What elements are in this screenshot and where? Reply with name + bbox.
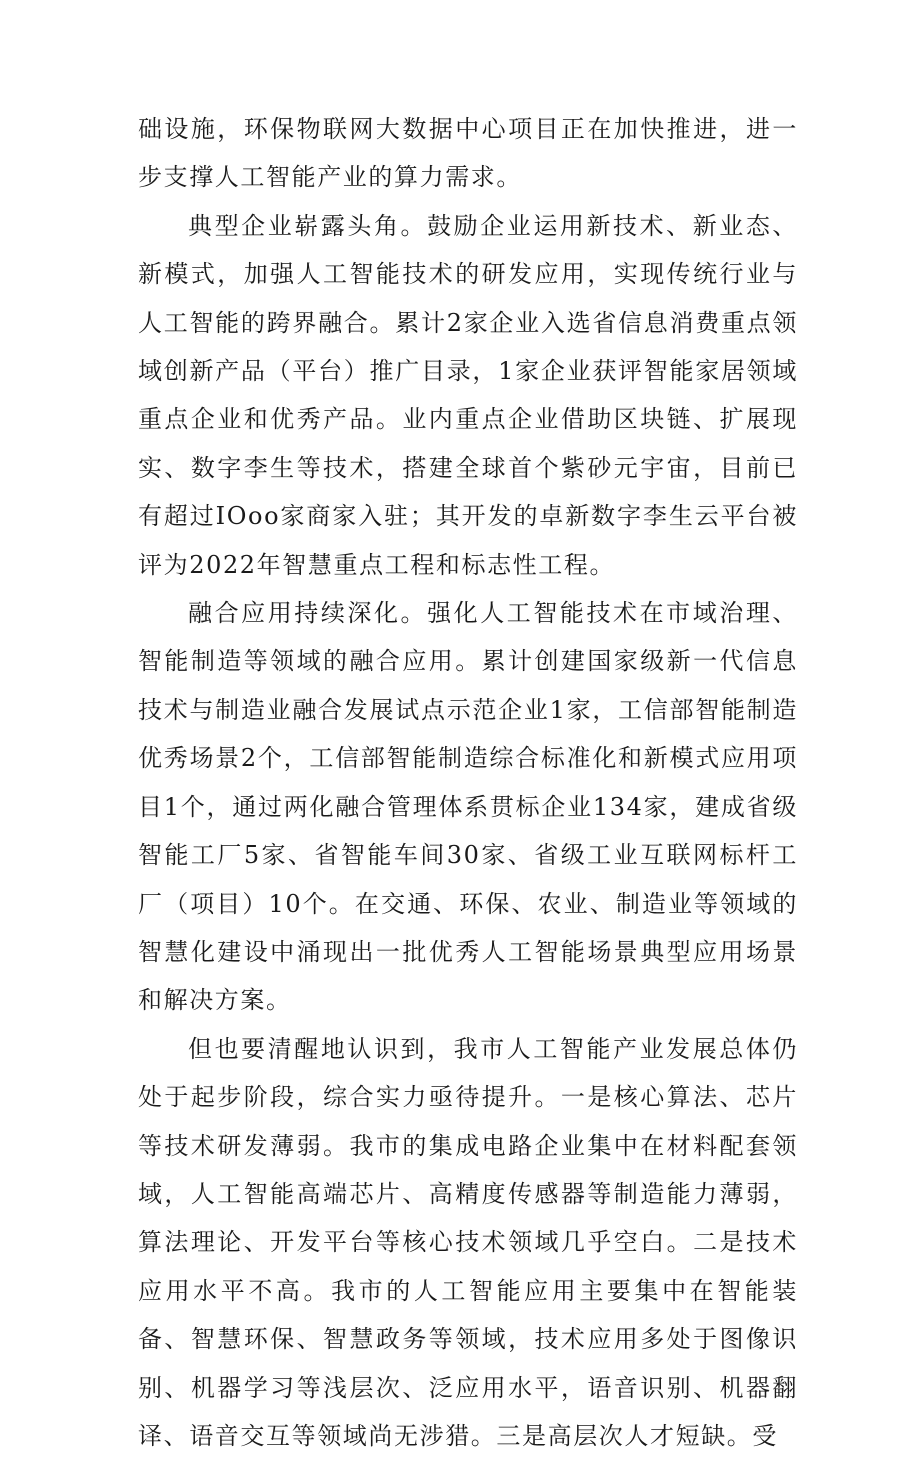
document-body <box>138 105 798 1460</box>
paragraph-3: 融合应用持续深化。强化人工智能技术在市域治理、智能制造等领域的融合应用。累计创建国家级新一代信息技术与制造业融合发展试点示范企业1家，工信部智能制造优秀场景2个，工信部智能制造综合标准化和新模式应用项目1个，通过两化融合管理体系贯标企业134家，建成省级智能工厂5家、省智能车间30家、省级工业互联网标杆工厂（项目）10个。在交通、环保、农业、制造业等领域的智慧化建设中涌现出一批优秀人工智能场景典型应用场景和解决方案。 <box>138 599 798 1015</box>
paragraph-2: 典型企业崭露头角。鼓励企业运用新技术、新业态、新模式，加强人工智能技术的研发应用，实现传统行业与人工智能的跨界融合。累计2家企业入选省信息消费重点领域创新产品（平台）推广目录，1家企业获评智能家居领域重点企业和优秀产品。业内重点企业借助区块链、扩展现实、数字李生等技术，搭建全球首个紫砂元宇宙，目前已有超过IOoo家商家入驻；其开发的卓新数字李生云平台被评为2022年智慧重点工程和标志性工程。 <box>138 211 798 579</box>
paragraph-4: 但也要清醒地认识到，我市人工智能产业发展总体仍处于起步阶段，综合实力亟待提升。一是核心算法、芯片等技术研发薄弱。我市的集成电路企业集中在材料配套领域，人工智能高端芯片、高精度传感器等制造能力薄弱，算法理论、开发平台等核心技术领域几乎空白。二是技术应用水平不高。我市的人工智能应用主要集中在智能装备、智慧环保、智慧政务等领域，技术应用多处于图像识别、机器学习等浅层次、泛应用水平，语音识别、机器翻译、语音交互等领域尚无涉猎。三是高层次人才短缺。受 <box>138 1034 798 1450</box>
paragraph-1: 础设施，环保物联网大数据中心项目正在加快推进，进一步支撑人工智能产业的算力需求。 <box>138 115 798 192</box>
